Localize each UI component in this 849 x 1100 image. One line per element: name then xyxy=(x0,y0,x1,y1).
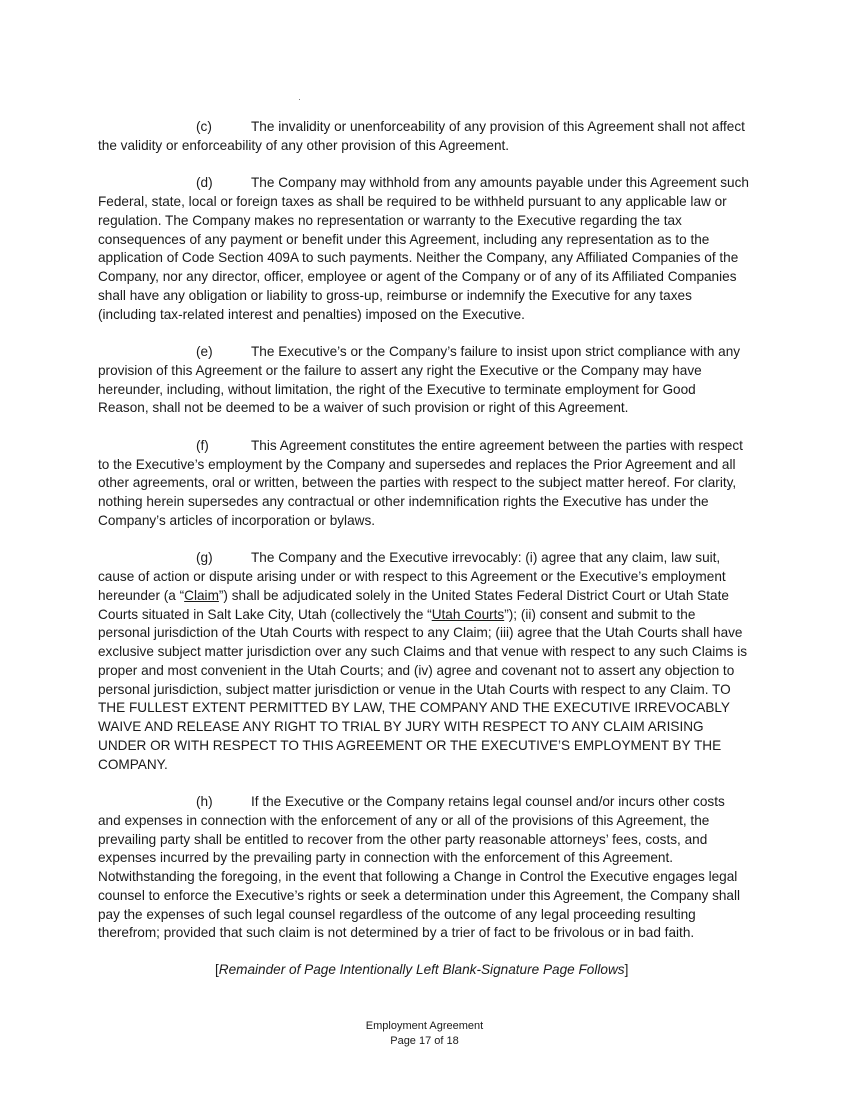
paragraph-number: (h) xyxy=(196,794,213,809)
paragraph-number: (f) xyxy=(196,437,209,453)
footer-page-number: Page 17 of 18 xyxy=(390,1034,459,1047)
bracket-open: [ xyxy=(215,962,219,977)
paragraph-c xyxy=(98,118,750,156)
paragraph-number: (d) xyxy=(196,175,213,191)
paragraph-text: The Company may withhold from any amounts payable under this Agreement such Federal, state, local or foreign taxes as shall be required to be withheld pursuant to any applicable law or regulation. The Company makes no representation or warranty to the Executive regarding the tax consequences of any payment or benefit under this Agreement, including any representation as to the application of Code Section 409A to such payments. Neither the Company, any Affiliated Companies of the Company, nor any director, officer, employee or agent of the Company or of any of its Affiliated Companies shall have any obligation or liability to gross-up, reimburse or indemnify the Executive for any taxes (including tax-related interest and penalties) imposed on the Executive. xyxy=(98,175,749,322)
paragraph-text: ”); (ii) consent and submit to the personal jurisdiction of the Utah Courts with respect to any Claim; (iii) agree that the Utah Courts shall have exclusive subject matter jurisdiction over any such Claims and that venue with respect to any such Claims is proper and most convenient in the Utah Courts; and (iv) agree and covenant not to assert any objection to personal jurisdiction, subject matter jurisdiction or venue in the Utah Courts with respect to any Claim. TO THE FULLEST EXTENT PERMITTED BY LAW, THE COMPANY AND THE EXECUTIVE IRREVOCABLY WAIVE AND RELEASE ANY RIGHT TO TRIAL BY JURY WITH RESPECT TO ANY CLAIM ARISING UNDER OR WITH RESPECT TO THIS AGREEMENT OR THE EXECUTIVE’S EMPLOYMENT BY THE COMPANY. xyxy=(98,606,748,772)
footer-document-title: Employment Agreement xyxy=(365,1020,484,1032)
agreement-body xyxy=(98,118,750,962)
paragraph-text: ”) shall be adjudicated solely in the United States Federal District Court or Utah State Courts situated in Salt Lake City, Utah (collectively the “ xyxy=(98,587,729,622)
paragraph-f xyxy=(98,437,750,531)
paragraph-h xyxy=(98,793,750,943)
remainder-text: Remainder of Page Intentionally Left Blank-Signature Page Follows xyxy=(218,962,625,977)
paragraph-text: This Agreement constitutes the entire agreement between the parties with respect to the Executive’s employment by the Company and supersedes and replaces the Prior Agreement and all other agreements, oral or written, between the parties with respect to the subject matter hereof. For clarity, nothing herein supersedes any contractual or other indemnification rights the Executive has under the Company’s articles of incorporation or bylaws. xyxy=(98,437,743,528)
paragraph-number: (g) xyxy=(196,550,213,566)
paragraph-e xyxy=(98,343,750,418)
paragraph-number: (e) xyxy=(196,344,213,359)
remainder-notice xyxy=(215,961,628,979)
bracket-close: ] xyxy=(624,962,629,977)
paragraph-text: The Executive’s or the Company’s failure to insist upon strict compliance with any provision of this Agreement or the failure to assert any right the Executive or the Company may have hereunder, including, without limitation, the right of the Executive to terminate employment for Good Reason, shall not be deemed to be a waiver of such provision or right of this Agreement. xyxy=(98,344,741,416)
paragraph-number: (c) xyxy=(196,119,212,134)
defined-term-utah-courts: Utah Courts xyxy=(431,606,505,622)
scan-speck xyxy=(299,99,300,100)
paragraph-d xyxy=(98,174,750,324)
paragraph-text: The Company and the Executive irrevocably: (i) agree that any claim, law suit, cause of action or dispute arising under or with respect to this Agreement or the Executive’s employment hereunder (a “ xyxy=(98,550,726,603)
paragraph-g xyxy=(98,549,750,774)
defined-term-claim: Claim xyxy=(184,587,219,603)
paragraph-text: The invalidity or unenforceability of any provision of this Agreement shall not affect the validity or enforceability of any other provision of this Agreement. xyxy=(98,119,745,153)
page-footer xyxy=(0,1019,849,1048)
paragraph-text: If the Executive or the Company retains legal counsel and/or incurs other costs and expenses in connection with the enforcement of any or all of the provisions of this Agreement, the prevailing party shall be entitled to recover from the other party reasonable attorneys’ fees, costs, and expenses incurred by the prevailing party in connection with the enforcement of this Agreement. Notwithstanding the foregoing, in the event that following a Change in Control the Executive engages legal counsel to enforce the Executive’s rights or seek a determination under this Agreement, the Company shall pay the expenses of such legal counsel regardless of the outcome of any legal proceeding resulting therefrom; provided that such claim is not determined by a trier of fact to be frivolous or in bad faith. xyxy=(98,794,741,941)
